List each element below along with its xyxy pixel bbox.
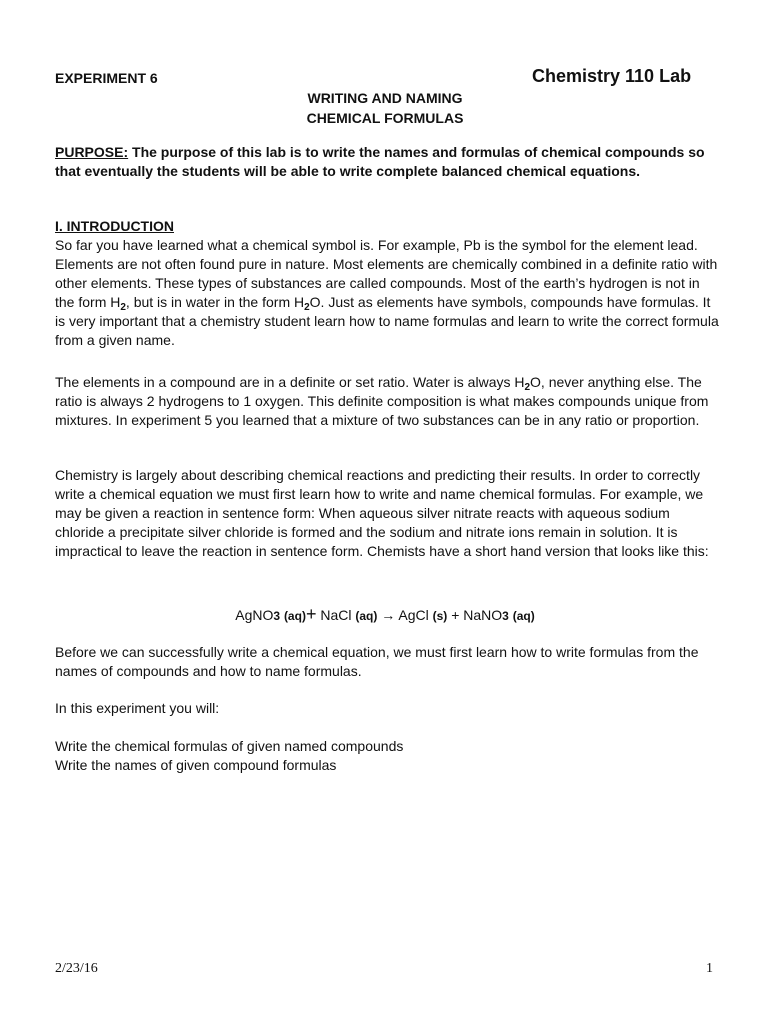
subscript: 2 (120, 302, 126, 313)
task-item: Write the names of given compound formulas (55, 757, 337, 773)
intro-p2-text-a: The elements in a compound are in a definite or set ratio. Water is always H (55, 374, 525, 390)
state-label: (aq) (355, 609, 378, 623)
state-label: (aq) (512, 609, 535, 623)
state-label: (s) (432, 609, 448, 623)
plus-sign: + (451, 607, 460, 623)
reactant-2: NaCl (320, 607, 352, 623)
introduction-heading: I. INTRODUCTION (55, 218, 174, 234)
experiment-number: EXPERIMENT 6 (55, 70, 158, 86)
subscript: 3 (502, 609, 509, 623)
purpose-label: PURPOSE: (55, 144, 129, 160)
subscript: 3 (273, 609, 281, 623)
task-item: Write the chemical formulas of given named compounds (55, 738, 404, 754)
experiment-intro-line: In this experiment you will: (55, 700, 220, 716)
intro-p2-text-b: O, never anything else. The ratio is always 2 hydrogens to 1 oxygen. This definite composition is what makes compounds unique from mixtures. In experiment 5 you learned that a mixture of two substances can be in any ratio or proportion. (55, 374, 709, 428)
reactant-1: AgNO (235, 607, 274, 623)
footer-date: 2/23/16 (55, 961, 98, 976)
document-title (0, 88, 770, 128)
intro-paragraph-2 (55, 373, 720, 430)
intro-paragraph-1 (55, 236, 720, 350)
title-line-1: WRITING AND NAMING (307, 90, 463, 106)
intro-p1-text-a: So far you have learned what a chemical symbol is. For example, Pb is the symbol for the element lead. Elements are not often found pure in nature. Most elements are chemically combined in a definite ratio with other elements. These types of substances are called compounds. Most of the earth’s hydrogen is not in the form H (55, 237, 718, 310)
closing-paragraph: Before we can successfully write a chemical equation, we must first learn how to write formulas from the names of compounds and how to name formulas. (55, 644, 699, 679)
title-line-2: CHEMICAL FORMULAS (306, 110, 464, 126)
purpose-text: The purpose of this lab is to write the names and formulas of chemical compounds so that eventually the students will be able to write complete balanced chemical equations. (55, 144, 705, 179)
reaction-arrow-icon: → (381, 607, 396, 623)
state-label: (aq) (283, 609, 306, 623)
intro-p1-text-c: O. Just as elements have symbols, compounds have formulas. It is very important that a chemistry student learn how to name formulas and learn to write the correct formula from a given name. (55, 294, 719, 348)
page-number: 1 (706, 961, 713, 976)
subscript: 2 (304, 302, 310, 313)
product-2: NaNO (463, 607, 503, 623)
intro-paragraph-3: Chemistry is largely about describing chemical reactions and predicting their results. In order to correctly write a chemical equation we must first learn how to write and name chemical formulas. For example, we may be given a reaction in sentence form: When aqueous silver nitrate reacts with aqueous sodium chloride a precipitate silver chloride is formed and the sodium and nitrate ions remain in solution. It is impractical to leave the reaction in sentence form. Chemists have a short hand version that looks like this: (55, 467, 709, 559)
experiment-tasks (55, 737, 720, 775)
course-title: Chemistry 110 Lab (532, 66, 692, 86)
subscript: 2 (524, 382, 531, 393)
purpose-paragraph (55, 143, 720, 181)
chemical-equation (0, 604, 770, 625)
intro-p1-text-b: , but is in water in the form H (125, 294, 305, 310)
product-1: AgCl (398, 607, 429, 623)
plus-sign: + (305, 604, 317, 624)
